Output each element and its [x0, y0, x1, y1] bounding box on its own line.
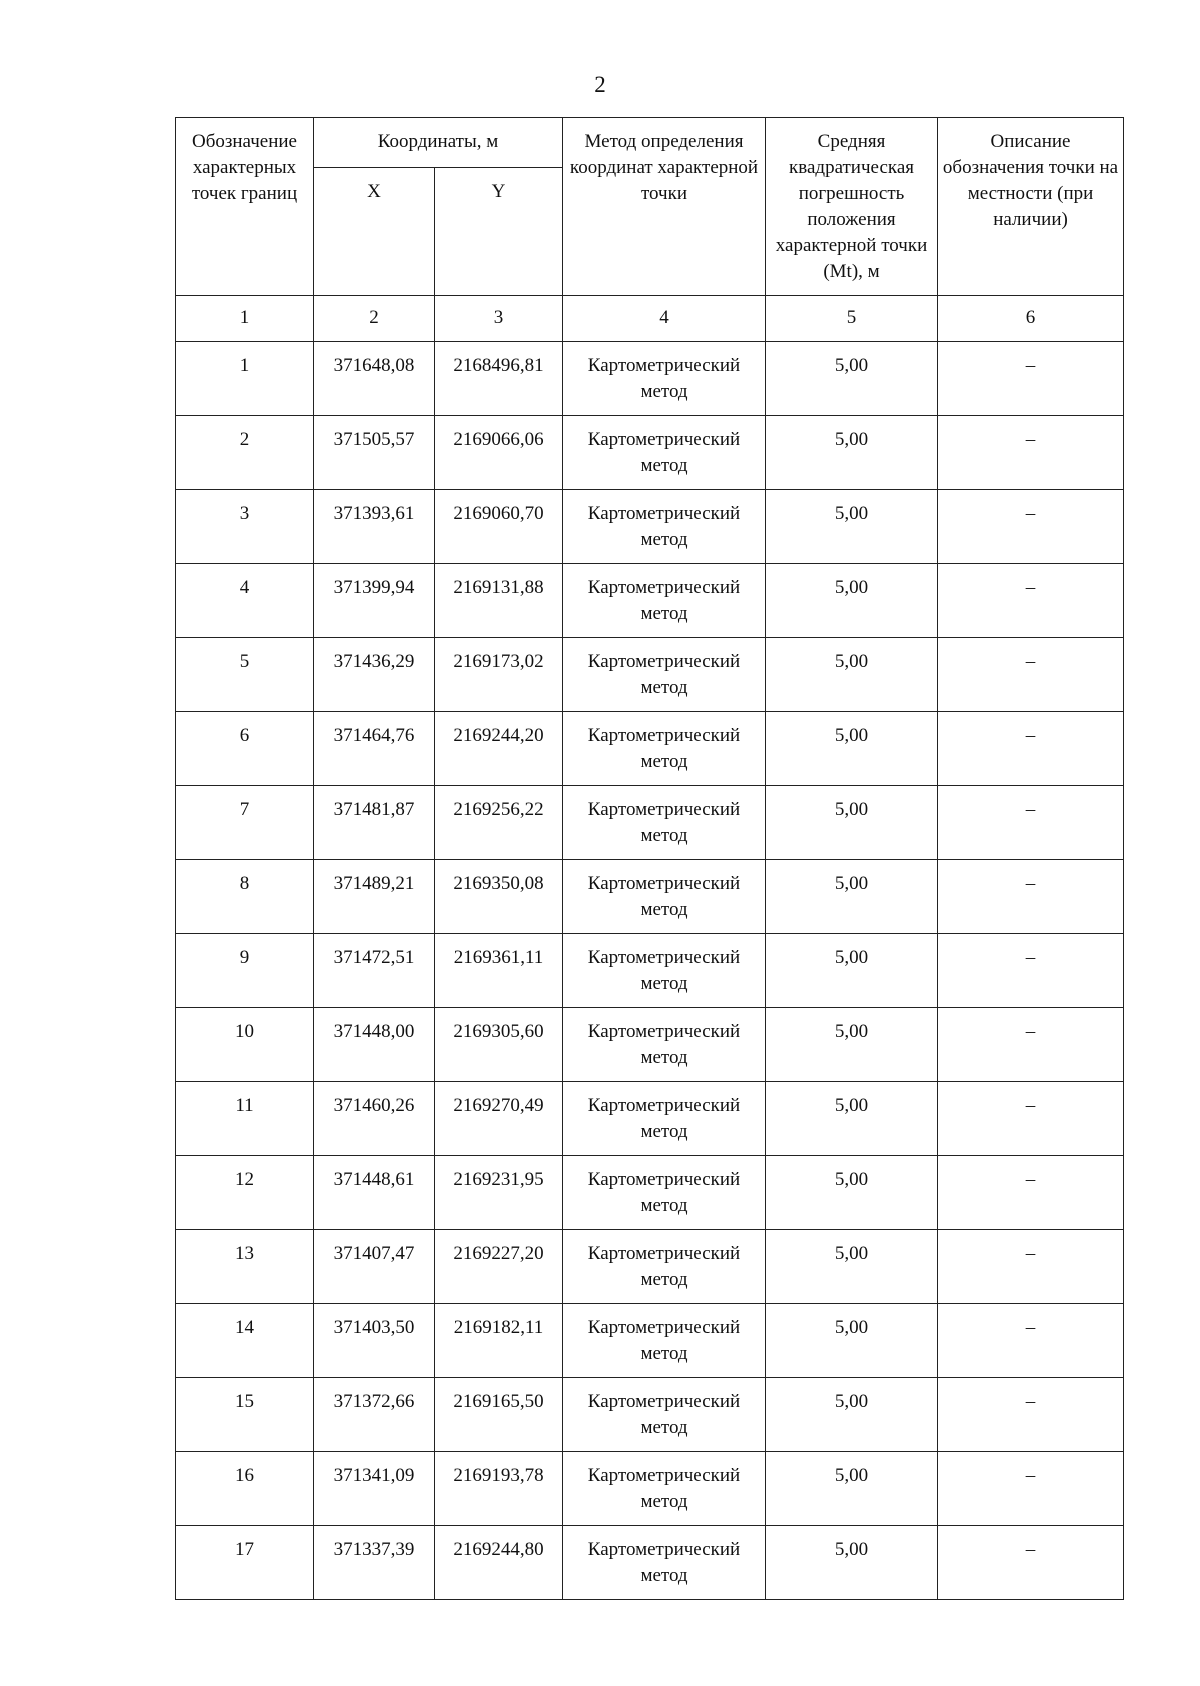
cell-point-number: 6: [176, 712, 314, 786]
cell-point-number: 5: [176, 638, 314, 712]
cell-mt: 5,00: [766, 1082, 938, 1156]
table-row: [176, 1082, 1124, 1156]
cell-y: 2169227,20: [435, 1230, 563, 1304]
cell-x: 371505,57: [314, 416, 435, 490]
table-row: [176, 712, 1124, 786]
cell-y: 2169361,11: [435, 934, 563, 1008]
cell-y: 2169270,49: [435, 1082, 563, 1156]
cell-point-number: 12: [176, 1156, 314, 1230]
cell-point-number: 16: [176, 1452, 314, 1526]
table-row: [176, 1156, 1124, 1230]
coordinates-table: [175, 117, 1124, 1600]
cell-x: 371460,26: [314, 1082, 435, 1156]
cell-description: –: [938, 1526, 1124, 1600]
cell-x: 371399,94: [314, 564, 435, 638]
cell-mt: 5,00: [766, 342, 938, 416]
header-y: Y: [435, 168, 563, 296]
table-row: [176, 342, 1124, 416]
cell-point-number: 1: [176, 342, 314, 416]
cell-x: 371481,87: [314, 786, 435, 860]
cell-y: 2169244,80: [435, 1526, 563, 1600]
table-row: [176, 564, 1124, 638]
cell-y: 2169173,02: [435, 638, 563, 712]
cell-point-number: 7: [176, 786, 314, 860]
table-row: [176, 1304, 1124, 1378]
cell-method: Картометрический метод: [563, 860, 766, 934]
cell-point-number: 13: [176, 1230, 314, 1304]
cell-description: –: [938, 490, 1124, 564]
cell-mt: 5,00: [766, 786, 938, 860]
cell-y: 2169256,22: [435, 786, 563, 860]
cell-method: Картометрический метод: [563, 1304, 766, 1378]
cell-point-number: 15: [176, 1378, 314, 1452]
cell-y: 2169231,95: [435, 1156, 563, 1230]
cell-mt: 5,00: [766, 638, 938, 712]
cell-y: 2169060,70: [435, 490, 563, 564]
cell-method: Картометрический метод: [563, 638, 766, 712]
cell-x: 371464,76: [314, 712, 435, 786]
table-row: [176, 638, 1124, 712]
column-number: 3: [435, 296, 563, 342]
cell-mt: 5,00: [766, 1156, 938, 1230]
table-row: [176, 1230, 1124, 1304]
header-designation: Обозначение характерных точек границ: [176, 118, 314, 296]
table-row: [176, 1526, 1124, 1600]
table-row: [176, 1378, 1124, 1452]
cell-x: 371407,47: [314, 1230, 435, 1304]
cell-y: 2169066,06: [435, 416, 563, 490]
header-description: Описание обозначения точки на местности (при наличии): [938, 118, 1124, 296]
cell-point-number: 17: [176, 1526, 314, 1600]
cell-method: Картометрический метод: [563, 1526, 766, 1600]
cell-point-number: 4: [176, 564, 314, 638]
cell-point-number: 11: [176, 1082, 314, 1156]
cell-x: 371337,39: [314, 1526, 435, 1600]
cell-mt: 5,00: [766, 1378, 938, 1452]
cell-point-number: 9: [176, 934, 314, 1008]
cell-x: 371403,50: [314, 1304, 435, 1378]
column-number: 1: [176, 296, 314, 342]
column-number: 2: [314, 296, 435, 342]
cell-method: Картометрический метод: [563, 416, 766, 490]
cell-description: –: [938, 1304, 1124, 1378]
cell-method: Картометрический метод: [563, 1156, 766, 1230]
cell-y: 2169165,50: [435, 1378, 563, 1452]
cell-method: Картометрический метод: [563, 1230, 766, 1304]
cell-y: 2168496,81: [435, 342, 563, 416]
cell-point-number: 2: [176, 416, 314, 490]
cell-x: 371372,66: [314, 1378, 435, 1452]
cell-mt: 5,00: [766, 564, 938, 638]
page-number: 2: [594, 72, 606, 97]
cell-mt: 5,00: [766, 934, 938, 1008]
cell-y: 2169182,11: [435, 1304, 563, 1378]
column-number: 6: [938, 296, 1124, 342]
cell-description: –: [938, 1378, 1124, 1452]
header-x: X: [314, 168, 435, 296]
cell-y: 2169350,08: [435, 860, 563, 934]
cell-y: 2169131,88: [435, 564, 563, 638]
table-body: [176, 342, 1124, 1600]
cell-y: 2169193,78: [435, 1452, 563, 1526]
cell-description: –: [938, 1082, 1124, 1156]
cell-x: 371393,61: [314, 490, 435, 564]
cell-method: Картометрический метод: [563, 712, 766, 786]
table-row: [176, 1452, 1124, 1526]
cell-mt: 5,00: [766, 1230, 938, 1304]
table-row: [176, 934, 1124, 1008]
cell-description: –: [938, 934, 1124, 1008]
cell-description: –: [938, 342, 1124, 416]
cell-mt: 5,00: [766, 1452, 938, 1526]
cell-mt: 5,00: [766, 416, 938, 490]
header-error: Средняя квадратическая погрешность положения характерной точки (Mt), м: [766, 118, 938, 296]
cell-y: 2169244,20: [435, 712, 563, 786]
cell-y: 2169305,60: [435, 1008, 563, 1082]
cell-description: –: [938, 564, 1124, 638]
cell-method: Картометрический метод: [563, 564, 766, 638]
cell-description: –: [938, 1452, 1124, 1526]
cell-x: 371489,21: [314, 860, 435, 934]
cell-description: –: [938, 712, 1124, 786]
cell-method: Картометрический метод: [563, 1378, 766, 1452]
cell-method: Картометрический метод: [563, 342, 766, 416]
table-row: [176, 786, 1124, 860]
cell-method: Картометрический метод: [563, 1452, 766, 1526]
header-method: Метод определения координат характерной точки: [563, 118, 766, 296]
column-number: 5: [766, 296, 938, 342]
cell-mt: 5,00: [766, 490, 938, 564]
table-row: [176, 1008, 1124, 1082]
column-number: 4: [563, 296, 766, 342]
header-coordinates: Координаты, м: [314, 118, 563, 168]
cell-method: Картометрический метод: [563, 490, 766, 564]
cell-mt: 5,00: [766, 1008, 938, 1082]
table-row: [176, 416, 1124, 490]
cell-description: –: [938, 786, 1124, 860]
cell-x: 371436,29: [314, 638, 435, 712]
cell-mt: 5,00: [766, 1304, 938, 1378]
cell-point-number: 14: [176, 1304, 314, 1378]
cell-description: –: [938, 1008, 1124, 1082]
cell-method: Картометрический метод: [563, 1082, 766, 1156]
cell-x: 371448,00: [314, 1008, 435, 1082]
cell-method: Картометрический метод: [563, 934, 766, 1008]
cell-point-number: 3: [176, 490, 314, 564]
cell-method: Картометрический метод: [563, 1008, 766, 1082]
table-row: [176, 860, 1124, 934]
cell-x: 371472,51: [314, 934, 435, 1008]
column-numbers-row: [176, 296, 1124, 342]
table-row: [176, 490, 1124, 564]
cell-description: –: [938, 1230, 1124, 1304]
cell-description: –: [938, 416, 1124, 490]
cell-mt: 5,00: [766, 860, 938, 934]
cell-method: Картометрический метод: [563, 786, 766, 860]
cell-description: –: [938, 638, 1124, 712]
cell-description: –: [938, 860, 1124, 934]
cell-point-number: 10: [176, 1008, 314, 1082]
cell-x: 371341,09: [314, 1452, 435, 1526]
cell-point-number: 8: [176, 860, 314, 934]
cell-mt: 5,00: [766, 712, 938, 786]
cell-x: 371648,08: [314, 342, 435, 416]
cell-description: –: [938, 1156, 1124, 1230]
cell-x: 371448,61: [314, 1156, 435, 1230]
cell-mt: 5,00: [766, 1526, 938, 1600]
